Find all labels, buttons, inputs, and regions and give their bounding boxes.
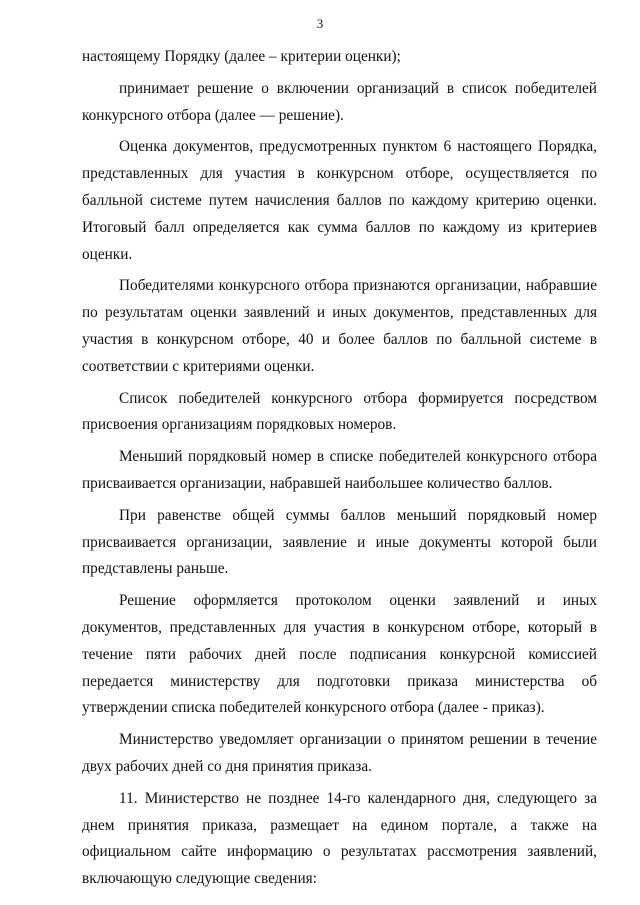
document-body bbox=[82, 44, 597, 898]
paragraph-protocol: Решение оформляется протоколом оценки заявлений и иных документов, представленных для участия в конкурсном отборе, который в течение пяти рабочих дней после подписания конкурсной комиссией передается министерству для подготовки приказа министерства об утверждении списка победителей конкурсного отбора (далее - приказ). bbox=[82, 592, 597, 717]
paragraph-section-11: 11. Министерство не позднее 14-го календарного дня, следующего за днем принятия приказа, размещает на едином портале, а также на официальном сайте информацию о результатах рассмотрения заявлений, включающую следующие сведения: bbox=[82, 789, 597, 888]
paragraph-lower-number: Меньший порядковый номер в списке победителей конкурсного отбора присваивается организации, набравшей наибольшее количество баллов. bbox=[82, 448, 597, 492]
paragraph-notification: Министерство уведомляет организации о принятом решении в течение двух рабочих дней со дня принятия приказа. bbox=[82, 731, 597, 775]
page-number: 3 bbox=[316, 16, 324, 31]
paragraph-evaluation: Оценка документов, предусмотренных пунктом 6 настоящего Порядка, представленных для участия в конкурсном отборе, осуществляется по балльной системе путем начисления баллов по каждому критерию оценки. Итоговый балл определяется как сумма баллов по каждому из критериев оценки. bbox=[82, 138, 597, 263]
paragraph-criteria-continuation: настоящему Порядку (далее – критерии оценки); bbox=[82, 48, 401, 65]
paragraph-tie-break: При равенстве общей суммы баллов меньший порядковый номер присваивается организации, заявление и иные документы которой были представлены раньше. bbox=[82, 506, 597, 578]
paragraph-decision: принимает решение о включении организаций в список победителей конкурсного отбора (далее — решение). bbox=[82, 79, 597, 124]
paragraph-winners-list: Список победителей конкурсного отбора формируется посредством присвоения организациям порядковых номеров. bbox=[82, 389, 597, 434]
paragraph-winners: Победителями конкурсного отбора признаются организации, набравшие по результатам оценки заявлений и иных документов, представленных для участия в конкурсном отборе, 40 и более баллов по балльной системе в соответствии с критериями оценки. bbox=[82, 277, 597, 375]
